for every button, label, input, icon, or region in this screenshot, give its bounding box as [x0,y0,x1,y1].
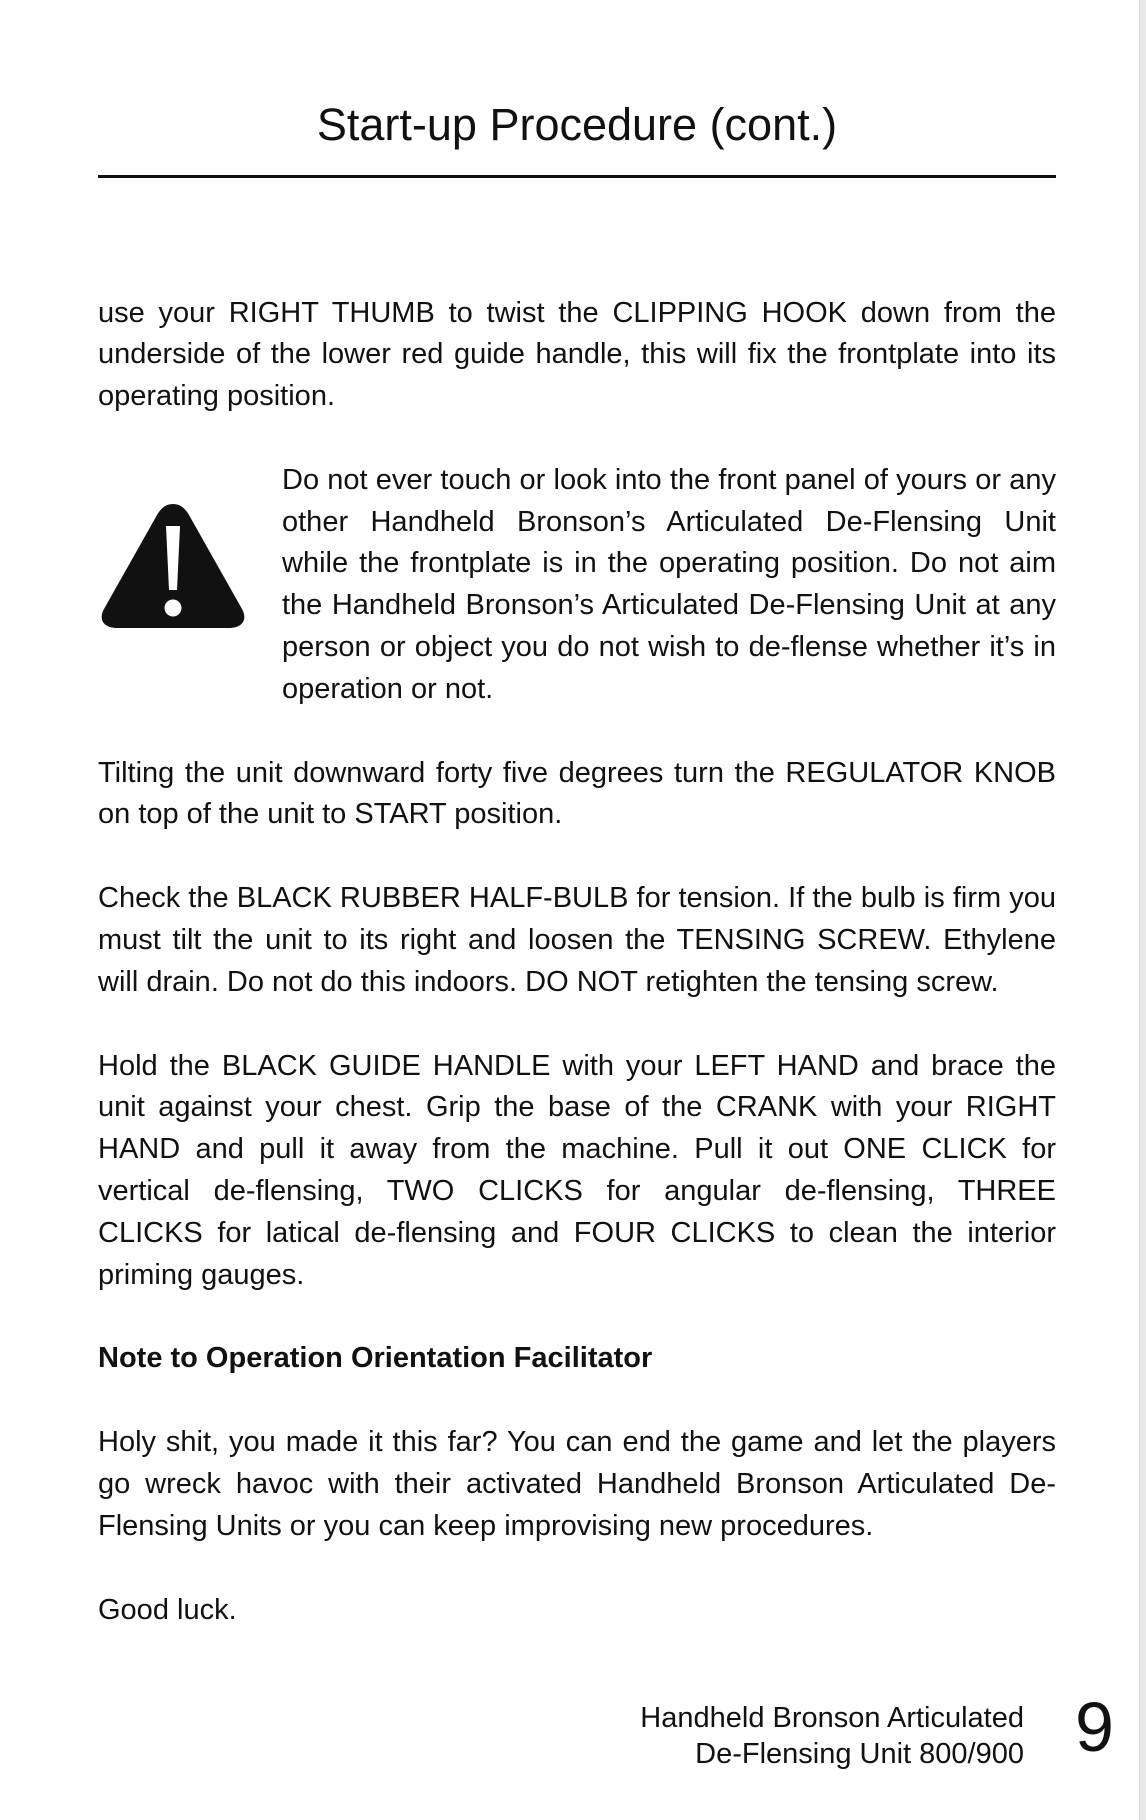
page-content [98,293,1056,1632]
page-edge [1139,0,1146,1820]
page-number: 9 [1075,1688,1114,1766]
warning-text: Do not ever touch or look into the front panel of yours or any other Handheld Bronson’s Articulated De-Flensing Unit while the frontplate is in the operating position. Do not aim the Handheld Bronson’s Articulated De-Flensing Unit at any person or object you do not wish to de-flense whether it’s in operation or not. [282,463,1056,705]
paragraph-note: Holy shit, you made it this far? You can end the game and let the players go wreck havoc with their activated Handheld Bronson Articulated De-Flensing Units or you can keep improvising new procedures. [98,1426,1056,1542]
note-heading: Note to Operation Orientation Facilitator [98,1342,653,1375]
title-divider [98,175,1056,178]
page-title: Start-up Procedure (cont.) [316,99,838,150]
paragraph-half-bulb: Check the BLACK RUBBER HALF-BULB for tension. If the bulb is firm you must tilt the unit to its right and loosen the TENSING SCREW. Ethylene will drain. Do not do this indoors. DO NOT retighten the tensing screw. [98,882,1056,998]
footer-product-line-1: Handheld Bronson Articulated [640,1702,1024,1734]
footer-product-line-2: De-Flensing Unit 800/900 [695,1738,1024,1770]
page-footer [604,1700,1024,1772]
paragraph-regulator-knob: Tilting the unit downward forty five degrees turn the REGULATOR KNOB on top of the unit to START position. [98,756,1056,831]
paragraph-guide-handle: Hold the BLACK GUIDE HANDLE with your LEFT HAND and brace the unit against your chest. Grip the base of the CRANK with your RIGHT HAND and pull it away from the machine. Pull it out ONE CLICK for vertical de-flensing, TWO CLICKS for angular de-flensing, THREE CLICKS for latical de-flensing and FOUR CLICKS to clean the interior priming gauges. [98,1049,1056,1291]
paragraph-good-luck: Good luck. [98,1593,237,1626]
warning-triangle-icon [98,460,282,633]
warning-block [98,460,1056,711]
manual-page [98,0,1056,1673]
paragraph-clipping-hook: use your RIGHT THUMB to twist the CLIPPING HOOK down from the underside of the lower red guide handle, this will fix the frontplate into its operating position. [98,296,1056,413]
